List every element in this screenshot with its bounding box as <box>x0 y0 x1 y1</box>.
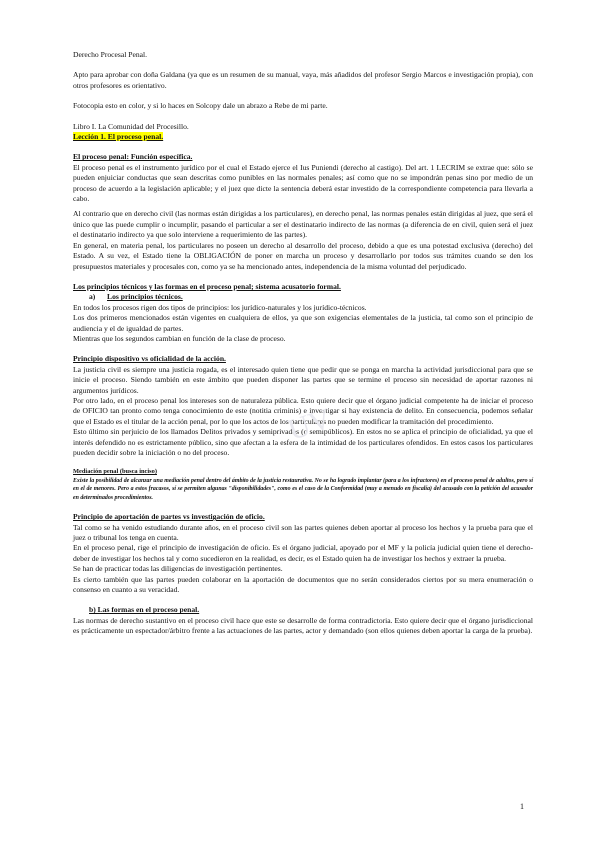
section-contribution-title: Principio de aportación de partes vs investigación de oficio. <box>73 512 265 522</box>
document-title: Derecho Procesal Penal. <box>73 50 148 59</box>
subsection-b-title: b) Las formas en el proceso penal. <box>89 605 200 615</box>
photocopy-note: Fotocopia esto en color, y si lo haces en Solcopy dale un abrazo a Rebe de mi parte. <box>73 101 328 111</box>
section-function-p1: El proceso penal es el instrumento jurídico por el cual el Estado ejerce el Ius Puniendi (derecho al castigo). Del art. 1 LECRIM se extrae que: sólo se pueden enjuiciar conductas que sean descritas como punibles en las normales penales; así como que no se impondrán penas sino por medio de un proceso de acuerdo a la legislación aplicable; y el juez que dicte la sentencia deberá estar investido de la correspondiente competencia para llevarla a cabo. <box>73 162 533 204</box>
section-principles-title: Los principios técnicos y las formas en el proceso penal; sistema acusatorio formal. <box>73 281 341 291</box>
forms-p1: Las normas de derecho sustantivo en el proceso civil hace que este se desarrolle de forma contradictoria. Esto quiere decir que el órgano jurisdiccional es prácticamente un espectador/árbitro frente a las actuaciones de las partes, actor y demandado (son ellos quienes deben aportar la carga de la prueba). <box>73 615 533 636</box>
dispositive-p3: Esto último sin perjuicio de los llamados Delitos privados y semiprivados (o semipúblicos). En estos no se aplica el principio de oficialidad, ya que el interés defendido no es estrictamente público, sino que afectan a la esfera de la intimidad de los particulares ofendidos. En estos casos los particulares pueden decidir sobre la iniciación o no del proceso. <box>73 427 533 457</box>
section-function-title: El proceso penal: Función específica. <box>73 152 193 162</box>
contribution-p4: Es cierto también que las partes pueden colaborar en la aportación de documentos que no serán considerados ciertos por su mera enumeración o consenso en cuanto a su veracidad. <box>73 574 533 594</box>
contribution-p3: Se han de practicar todas las diligencias de investigación pertinentes. <box>73 564 283 574</box>
intro-paragraph: Apto para aprobar con doña Galdana (ya que es un resumen de su manual, vaya, más añadidos del profesor Sergio Marcos e investigación propia), con otros profesores es orientativo. <box>73 70 533 90</box>
section-dispositive-title: Principio dispositivo vs oficialidad de la acción. <box>73 354 226 364</box>
lesson-title: Lección 1. El proceso penal. <box>73 132 164 142</box>
subsection-a-letter: a) <box>89 292 96 302</box>
principles-p2: Los dos primeros mencionados están vigentes en cualquiera de ellos, ya que son exigencias elementales de la justicia, tal como son el principio de audiencia y el de igualdad de partes. <box>73 313 533 333</box>
document-page <box>73 50 533 637</box>
subsection-a-label: Los principios técnicos. <box>107 292 183 302</box>
contribution-p2: En el proceso penal, rige el principio de investigación de oficio. Es el órgano judicial, apoyado por el MF y la policía judicial quien tiene el derecho-deber de investigar los hechos tal y como sucedieron en la realidad, es decir, es el Estado quien ha de investigar los hechos y extraer la prueba. <box>73 543 533 563</box>
mediation-note-body: Existe la posibilidad de alcanzar una mediación penal dentro del ámbito de la justicia restaurativa. No se ha logrado implantar (para a los infractores) en el proceso penal de adultos, pero sí en el de menores. Pero a estos fracasos, sí se permiten algunas "disponibilidades", como es el caso de la Conformidad (muy a menudo en fiscalía) del acusado con la petición del acusador en determinados procedimientos. <box>73 477 533 501</box>
principles-p1: En todos los procesos rigen dos tipos de principios: los jurídico-naturales y los jurídico-técnicos. <box>73 302 367 312</box>
page-number: 1 <box>520 802 524 811</box>
mediation-note-title: Mediación penal (busca inciso) <box>73 468 157 476</box>
principles-p3: Mientras que los segundos cambian en función de la clase de proceso. <box>73 333 286 343</box>
dispositive-p1: La justicia civil es siempre una justicia rogada, es el interesado quien tiene que pedir que se ponga en marcha la actividad jurisdiccional para que se inicie el proceso. Siendo también en este ámbito que pueden disponer las partes que se termine el proceso sin necesidad de aportar razones ni argumentos jurídicos. <box>73 364 533 395</box>
book-title: Libro I. La Comunidad del Procesillo. <box>73 121 189 131</box>
section-function-p2: Al contrario que en derecho civil (las normas están dirigidas a los particulares), en derecho penal, las normas penales están dirigidas al juez, que será el único que las puede cumplir o incumplir, pasando el particular a ser el destinatario indirecto de las normas (a diferencia de en civil, quien será el juez el destinatario indirecto ya que solo interviene a requerimiento de las partes). <box>73 209 533 240</box>
dispositive-p2: Por otro lado, en el proceso penal los intereses son de naturaleza pública. Esto quiere decir que el órgano judicial competente ha de iniciar el proceso de OFICIO tan pronto como tenga conocimiento de este (notitia criminis) e investigar si hay existencia de delito. En consecuencia, podemos señalar que el Estado es el titular de la acción penal, por lo que los actos de los particulares no pueden modificar la tramitación del procedimiento. <box>73 395 533 426</box>
watermark: UV <box>283 402 336 447</box>
section-function-p3: En general, en materia penal, los particulares no poseen un derecho al desarrollo del proceso, debido a que es una potestad exclusiva (derecho) del Estado. A su vez, el Estado tiene la OBLIGACIÓN de poner en marcha un proceso y desarrollarlo por todos sus trámites cuando se den los presupuestos materiales y procesales con, como ya se ha mencionado antes, independencia de la misma voluntad del perjudicado. <box>73 240 533 271</box>
subsection-a-title <box>73 292 533 302</box>
contribution-p1: Tal como se ha venido estudiando durante años, en el proceso civil son las partes quienes deben aportar al proceso los hechos y la prueba para que el juez o tribunal los tenga en cuenta. <box>73 522 533 542</box>
